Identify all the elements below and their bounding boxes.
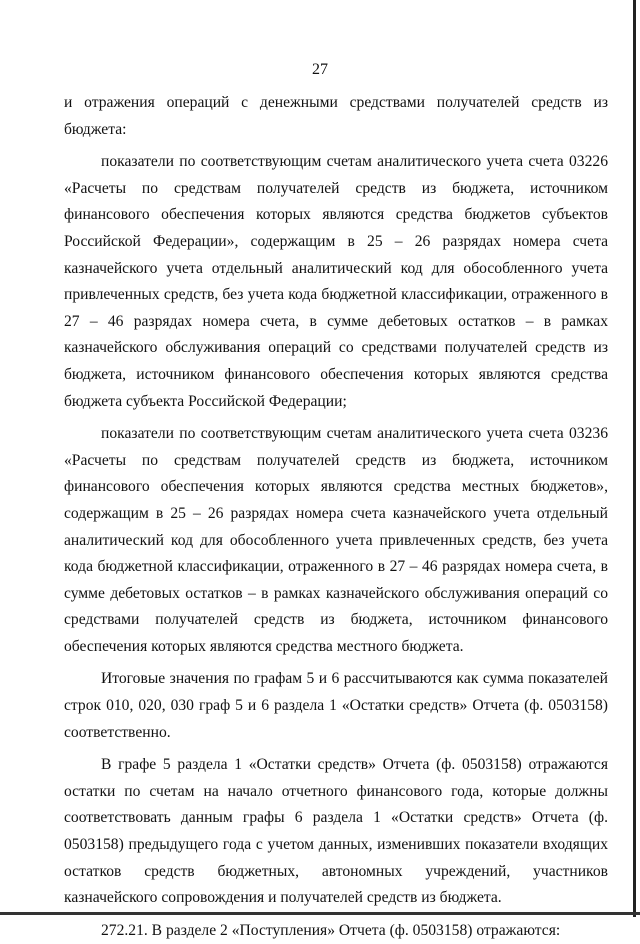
paragraph-account-03226: показатели по соответствующим счетам аналитического учета счета 03226 «Расчеты по средствам получателей средств из бюджета, источником финансового обеспечения которых являются средства бюджетов субъектов Российской Федерации», содержащим в 25 – 26 разрядах номера счета казначейского учета отдельный аналитический код для обособленного учета привлеченных средств, без учета кода бюджетной классификации, отраженного в 27 – 46 разрядах номера счета, в сумме дебетовых остатков – в рамках казначейского обслуживания операций со средствами получателей средств из бюджета, источником финансового обеспечения которых являются средства бюджета субъекта Российской Федерации; [64, 153, 608, 410]
paragraph-section-2: 272.21. В разделе 2 «Поступления» Отчета (ф. 0503158) отражаются: [101, 921, 561, 939]
paragraph-account-03236: показатели по соответствующим счетам аналитического учета счета 03236 «Расчеты по средствам получателей средств из бюджета, источником финансового обеспечения которых являются средства местных бюджетов», содержащим в 25 – 26 разрядах номера счета казначейского учета отдельный аналитический код для обособленного учета привлеченных средств, без учета кода бюджетной классификации, отраженного в 27 – 46 разрядах номера счета, в сумме дебетовых остатков – в рамках казначейского обслуживания операций со средствами получателей средств из бюджета, источником финансового обеспечения которых являются средства местного бюджета. [64, 425, 608, 655]
document-body [64, 90, 608, 944]
scan-edge-right [633, 0, 636, 917]
paragraph-continuation: и отражения операций с денежными средствами получателей средств из бюджета: [64, 94, 608, 138]
paragraph-totals: Итоговые значения по графам 5 и 6 рассчитываются как сумма показателей строк 010, 020, 030 граф 5 и 6 раздела 1 «Остатки средств» Отчета (ф. 0503158) соответственно. [64, 670, 608, 741]
page-number: 27 [312, 61, 328, 78]
paragraph-column-5: В графе 5 раздела 1 «Остатки средств» Отчета (ф. 0503158) отражаются остатки по счетам на начало отчетного финансового года, которые должны соответствовать данным графы 6 раздела 1 «Остатки средств» Отчета (ф. 0503158) предыдущего года с учетом данных, изменивших показатели входящих остатков средств бюджетных, автономных учреждений, участников казначейского сопровождения и получателей средств из бюджета. [64, 756, 608, 907]
